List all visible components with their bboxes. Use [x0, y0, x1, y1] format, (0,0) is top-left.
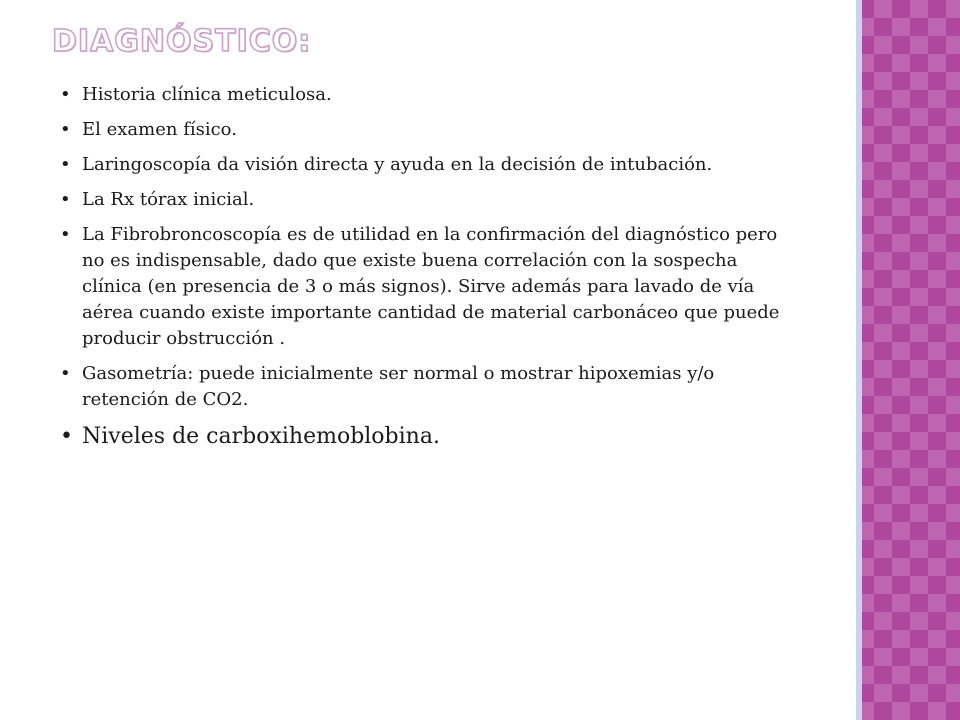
bullet-text: El examen físico.: [82, 119, 237, 140]
bullet-dot: •: [60, 189, 71, 210]
bullet-text: Gasometría: puede inicialmente ser normal o mostrar hipoxemias y/o retención de CO2.: [82, 363, 715, 410]
bullet-dot: •: [60, 154, 71, 175]
bullet-dot: •: [60, 84, 71, 105]
bullet-item: [60, 222, 800, 352]
bullet-item: [60, 361, 800, 413]
bullet-item: [60, 422, 800, 452]
bullet-dot: •: [60, 424, 73, 449]
bullet-item: [60, 117, 800, 143]
decorative-side-band: [856, 0, 960, 720]
bullet-item: [60, 187, 800, 213]
bullet-item: [60, 82, 800, 108]
bullet-list: [60, 82, 800, 461]
slide-title: DIAGNÓSTICO:: [52, 24, 312, 59]
bullet-text: Historia clínica meticulosa.: [82, 84, 332, 105]
bullet-text: La Fibrobroncoscopía es de utilidad en la confirmación del diagnóstico pero no es indispensable, dado que existe buena correlación con la sospecha clínica (en presencia de 3 o más signos). Sirve además para lavado de vía aérea cuando existe importante cantidad de material carbonáceo que puede producir obstrucción .: [82, 224, 780, 349]
bullet-dot: •: [60, 119, 71, 140]
bullet-dot: •: [60, 224, 71, 245]
bullet-text: Niveles de carboxihemoblobina.: [82, 424, 440, 449]
bullet-item: [60, 152, 800, 178]
bullet-text: La Rx tórax inicial.: [82, 189, 255, 210]
bullet-text: Laringoscopía da visión directa y ayuda en la decisión de intubación.: [82, 154, 713, 175]
bullet-dot: •: [60, 363, 71, 384]
